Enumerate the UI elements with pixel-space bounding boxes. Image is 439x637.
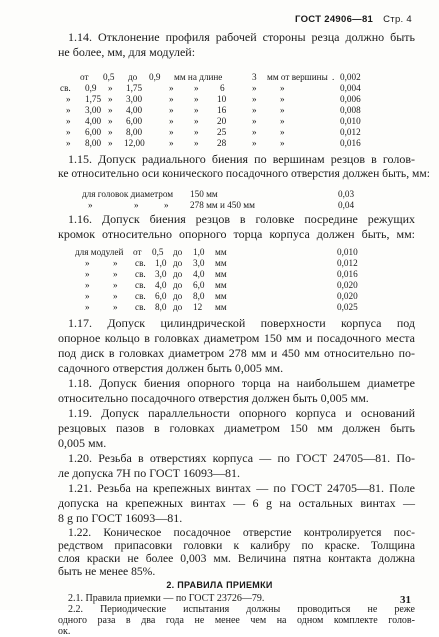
table-cell: 16 [217,105,227,115]
table-cell: от [80,72,89,82]
table-cell: 8,00 [85,138,102,148]
table-cell: 8,0 [193,291,205,301]
table-cell: » [280,127,285,137]
table-cell: мм [215,302,227,312]
table-cell: » [280,116,285,126]
paragraph-line: ке относительно оси конического посадочного отверстия должен быть, мм: [58,167,430,180]
table-cell: 0,016 [340,138,361,148]
table-cell: » [113,302,118,312]
paragraph-line: быть не менее 85%. [58,565,156,578]
table-value: 0,002 [340,72,361,82]
table-cell: мм [215,247,227,257]
table-cell: св. [135,302,146,312]
paragraph-line: относительно посадочного отверстия должен быть 0,005 мм. [58,391,369,405]
table-cell: » [280,83,285,93]
table-cell: 0,020 [337,291,358,301]
table-cell: » [169,83,174,93]
paragraph-line: 2.1. Правила приемки — по ГОСТ 23726—79. [68,593,265,604]
table-cell: 3,0 [155,269,167,279]
table-cell: до [128,72,138,82]
table-cell: мм [215,269,227,279]
table-cell: » [169,116,174,126]
table-cell: 1,75 [126,83,143,93]
table-cell: 8,0 [155,302,167,312]
table-cell: » [66,127,71,137]
table-cell: 0,03 [338,189,355,199]
standard-number: ГОСТ 24906—81 [295,14,374,25]
table-cell: » [66,138,71,148]
table-cell: 8,00 [126,127,143,137]
table-cell: » [194,116,199,126]
table-cell: до [173,291,183,301]
table-cell: » [280,138,285,148]
table-cell: » [252,138,257,148]
table-cell: » [169,105,174,115]
table-cell: мм от вершины [267,72,328,82]
table-cell: » [113,269,118,279]
paragraph-line: под диск в головках диаметром 278 мм и 450 мм относительно по- [58,346,415,360]
table-cell: » [108,127,113,137]
table-cell: 28 [217,138,227,148]
table-cell: 0,016 [337,269,358,279]
table-cell: 0,006 [340,94,361,104]
table-cell: » [113,280,118,290]
table-cell: для модулей [75,247,124,257]
table-cell: » [164,200,169,210]
table-cell: » [108,83,113,93]
table-cell: 1,0 [193,247,205,257]
page-number: 31 [400,594,411,606]
table-cell: » [169,127,174,137]
table-cell: » [66,116,71,126]
table-cell: 0,5 [152,247,164,257]
table-cell: св. [135,291,146,301]
table-cell: 278 мм и 450 мм [190,200,255,210]
table-cell: 3,00 [126,94,143,104]
table-cell: 20 [217,116,227,126]
table-cell: 3,00 [85,105,102,115]
table-cell: » [66,94,71,104]
running-header [295,14,412,25]
table-cell: » [85,269,90,279]
paragraph-line: резцовых пазов в головках диаметром 150 мм должен быть [58,421,415,435]
table-cell: св. [135,280,146,290]
paragraph-line: 2.2. Периодические испытания должны проводиться не реже [68,604,415,615]
table-cell: » [134,200,139,210]
table-cell: мм [215,280,227,290]
table-cell: 6,0 [155,291,167,301]
table-cell: » [252,105,257,115]
table-cell: 0,012 [337,258,358,268]
table-cell: » [113,291,118,301]
table-cell: 3,0 [193,258,205,268]
table-cell: 6,00 [126,116,143,126]
table-cell: » [85,280,90,290]
table-cell: 0,9 [149,72,161,82]
paragraph-line: опорное кольцо в головках диаметром 150 мм и посадочного места [58,331,415,345]
table-cell: 0,010 [340,116,361,126]
paragraph-line: 1.18. Допуск биения опорного торца на наибольшем диаметре [68,376,415,390]
table-cell: 4,00 [126,105,143,115]
paragraph-line: слоя краски не более 0,003 мм. Величина пятна контакта должна [58,552,415,565]
paragraph-line: 1.15. Допуск радиального биения по вершинам резцов в голов- [68,152,415,166]
table-cell: от [133,247,142,257]
table-cell: » [108,138,113,148]
table-cell: мм на длине [174,72,223,82]
paragraph-line: 1.21. Резьба на крепежных винтах — по ГОСТ 24705—81. Поле [68,481,415,495]
table-cell: св. [60,83,71,93]
table-cell: мм [215,291,227,301]
table-cell: » [108,105,113,115]
table-cell: 12 [193,302,203,312]
table-cell: 3 [252,72,257,82]
table-cell: до [173,280,183,290]
table-cell: » [108,94,113,104]
table-cell: 12,00 [124,138,145,148]
paragraph-line: 1.20. Резьба в отверстиях корпуса — по ГОСТ 24705—81. По- [68,451,415,465]
paragraph-line: 1.22. Коническое посадочное отверстие контролируется пос- [68,526,415,539]
paragraph-line: 1.17. Допуск цилиндрической поверхности корпуса под [68,316,415,330]
table-cell: 0,5 [103,72,115,82]
paragraph-line: не более, мм, для модулей: [58,45,196,59]
table-cell: мм [215,258,227,268]
table-cell: до [173,302,183,312]
table-cell: св. [135,269,146,279]
table-cell: 0,008 [340,105,361,115]
table-cell: » [169,94,174,104]
table-cell: 6 [220,83,225,93]
table-cell: 0,9 [85,83,97,93]
table-cell: » [194,83,199,93]
table-cell: » [85,291,90,301]
table-cell: 6,0 [193,280,205,290]
table-cell: 4,00 [85,116,102,126]
table-cell: 0,012 [340,127,361,137]
table-cell: до [173,247,183,257]
table-cell: » [88,200,93,210]
table-cell: » [194,127,199,137]
table-cell: » [252,83,257,93]
table-cell: 1,75 [85,94,102,104]
paragraph-line: ок. [58,626,71,637]
table-cell: 4,0 [193,269,205,279]
table-cell: 0,004 [340,83,361,93]
table-cell: » [85,302,90,312]
table-cell: » [194,105,199,115]
table-cell: до [173,258,183,268]
table-cell: » [280,94,285,104]
paragraph-line: 1.16. Допуск биения резцов в головке посредине режущих [68,212,415,226]
table-cell: . [332,72,335,82]
table-cell: до [173,269,183,279]
table-cell: 1,0 [155,258,167,268]
paragraph-line: ле допуска 7Н по ГОСТ 16093—81. [58,466,241,480]
table-cell: » [252,116,257,126]
table-cell: » [252,94,257,104]
table-cell: св. [135,258,146,268]
table-cell: для головок диаметром [82,189,174,199]
table-cell: 0,04 [338,200,355,210]
paragraph-line: одного раза в два года не менее чем на одном комплекте голов- [58,615,415,626]
page-label: Стр. 4 [383,14,412,25]
table-cell: 0,025 [337,302,358,312]
table-cell: 0,020 [337,280,358,290]
table-cell: » [252,127,257,137]
table-cell: 4,0 [155,280,167,290]
table-cell: 150 мм [190,189,218,199]
paragraph-line: редством припасовки головки к калибру по краске. Толщина [58,539,415,552]
table-cell: » [280,105,285,115]
table-cell: 10 [217,94,227,104]
table-cell: » [169,138,174,148]
section-title: 2. ПРАВИЛА ПРИЕМКИ [166,580,273,590]
table-cell: » [66,105,71,115]
table-cell: » [108,116,113,126]
paragraph-line: кромок относительно опорного торца корпуса должен быть, мм: [58,227,415,241]
paragraph-line: 8 g по ГОСТ 16093—81. [58,511,183,525]
paragraph-line: допуска на крепежных винтах — 6 g на остальных винтах — [58,496,415,510]
paragraph-line: 1.14. Отклонение профиля рабочей стороны резца должно быть [68,30,415,44]
paragraph-line: садочного отверстия должен быть 0,005 мм. [58,361,284,375]
table-cell: 0,010 [337,247,358,257]
table-cell: 6,00 [85,127,102,137]
paragraph-line: 0,005 мм. [58,436,107,450]
table-cell: » [85,258,90,268]
table-cell: » [194,138,199,148]
paragraph-line: 1.19. Допуск параллельности опорного корпуса и оснований [68,406,415,420]
table-cell: » [194,94,199,104]
table-cell: 25 [217,127,227,137]
table-cell: » [113,258,118,268]
